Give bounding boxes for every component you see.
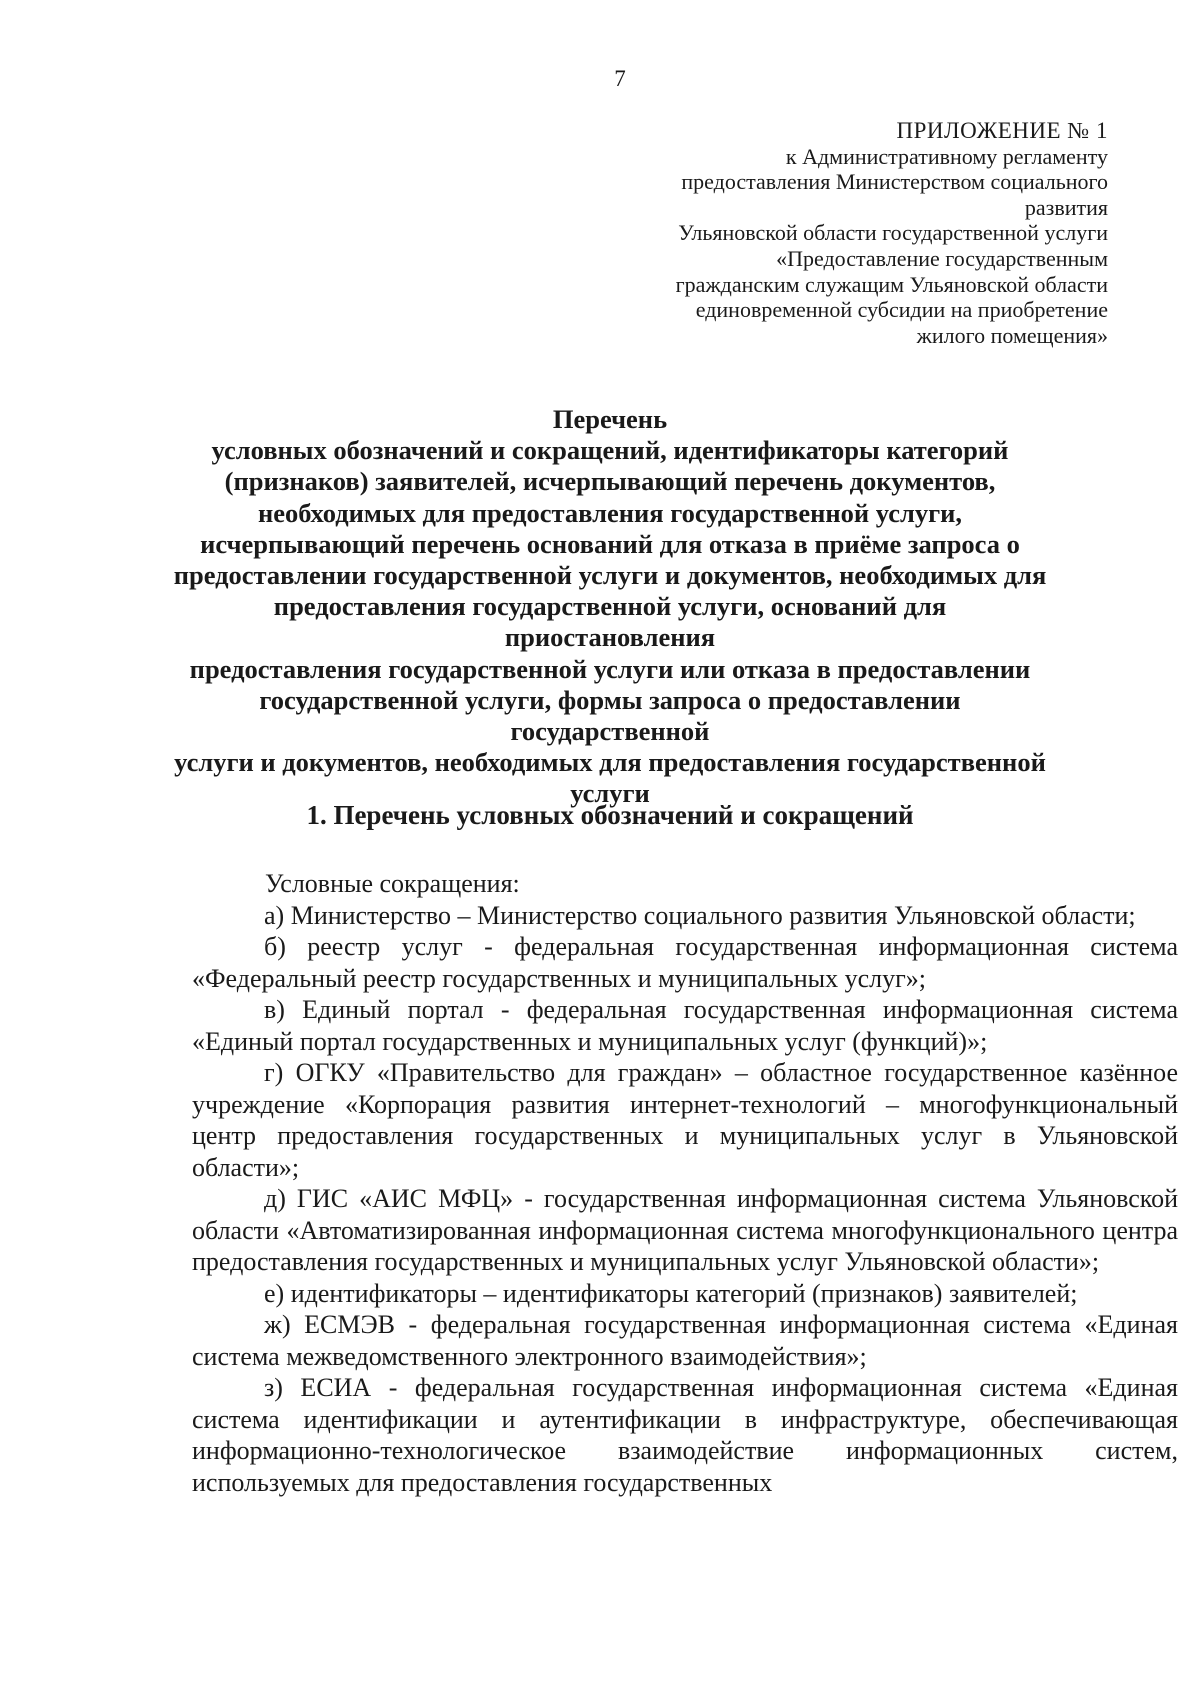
- appendix-line: развития: [1024, 194, 1108, 220]
- abbreviation-item: а) Министерство – Министерство социального развития Ульяновской области;: [264, 900, 1136, 930]
- title-line: предоставления государственной услуги или отказа в предоставлении: [189, 653, 1031, 684]
- title-line: необходимых для предоставления государственной услуги,: [257, 497, 963, 528]
- title-line: предоставлении государственной услуги и документов, необходимых для: [173, 560, 1047, 591]
- appendix-line: жилого помещения»: [916, 322, 1108, 348]
- appendix-line: Ульяновской области государственной услуги: [678, 220, 1108, 246]
- appendix-title: ПРИЛОЖЕНИЕ № 1: [896, 118, 1108, 143]
- abbreviation-item: з) ЕСИА - федеральная государственная информационная система «Единая система идентификации и аутентификации в инфраструктуре, обеспечивающая информационно-технологическое взаимодействие информационных систем, используемых для предоставления государственных: [192, 1373, 1178, 1497]
- title-line: исчерпывающий перечень оснований для отказа в приёме запроса о: [200, 528, 1020, 559]
- document-title: [170, 404, 1050, 810]
- abbreviation-item: в) Единый портал - федеральная государственная информационная система «Единый портал государственных и муниципальных услуг (функций)»;: [192, 995, 1178, 1056]
- page-number: 7: [614, 66, 626, 91]
- title-line: услуги: [570, 778, 650, 809]
- title-line: предоставления государственной услуги, оснований для приостановления: [273, 591, 947, 653]
- appendix-line: гражданским служащим Ульяновской области: [675, 271, 1108, 297]
- title-line: государственной услуги, формы запроса о предоставлении государственной: [259, 684, 961, 747]
- abbreviations-intro: Условные сокращения:: [265, 869, 520, 898]
- appendix-header: [548, 118, 1108, 348]
- appendix-line: единовременной субсидии на приобретение: [695, 297, 1108, 323]
- section-body: [192, 868, 1178, 1498]
- title-heading: Перечень: [552, 404, 668, 434]
- appendix-line: к Административному регламенту: [785, 143, 1108, 169]
- appendix-line: «Предоставление государственным: [776, 245, 1108, 271]
- title-line: условных обозначений и сокращений, идентификаторы категорий: [211, 435, 1009, 466]
- abbreviation-item: г) ОГКУ «Правительство для граждан» – областное государственное казённое учреждение «Корпорация развития интернет-технологий – многофункциональный центр предоставления государственных и муниципальных услуг в Ульяновской области»;: [192, 1058, 1178, 1182]
- abbreviation-item: ж) ЕСМЭВ - федеральная государственная информационная система «Единая система межведомственного электронного взаимодействия»;: [192, 1310, 1178, 1371]
- abbreviation-item: е) идентификаторы – идентификаторы категорий (признаков) заявителей;: [264, 1278, 1078, 1308]
- title-line: (признаков) заявителей, исчерпывающий перечень документов,: [224, 466, 996, 497]
- section-heading: 1. Перечень условных обозначений и сокращений: [306, 800, 914, 830]
- title-line: услуги и документов, необходимых для предоставления государственной: [174, 747, 1046, 778]
- abbreviation-item: д) ГИС «АИС МФЦ» - государственная информационная система Ульяновской области «Автоматизированная информационная система многофункционального центра предоставления государственных и муниципальных услуг Ульяновской области»;: [192, 1184, 1178, 1276]
- appendix-line: предоставления Министерством социального: [681, 169, 1108, 195]
- abbreviation-item: б) реестр услуг - федеральная государственная информационная система «Федеральный реестр государственных и муниципальных услуг»;: [192, 932, 1178, 993]
